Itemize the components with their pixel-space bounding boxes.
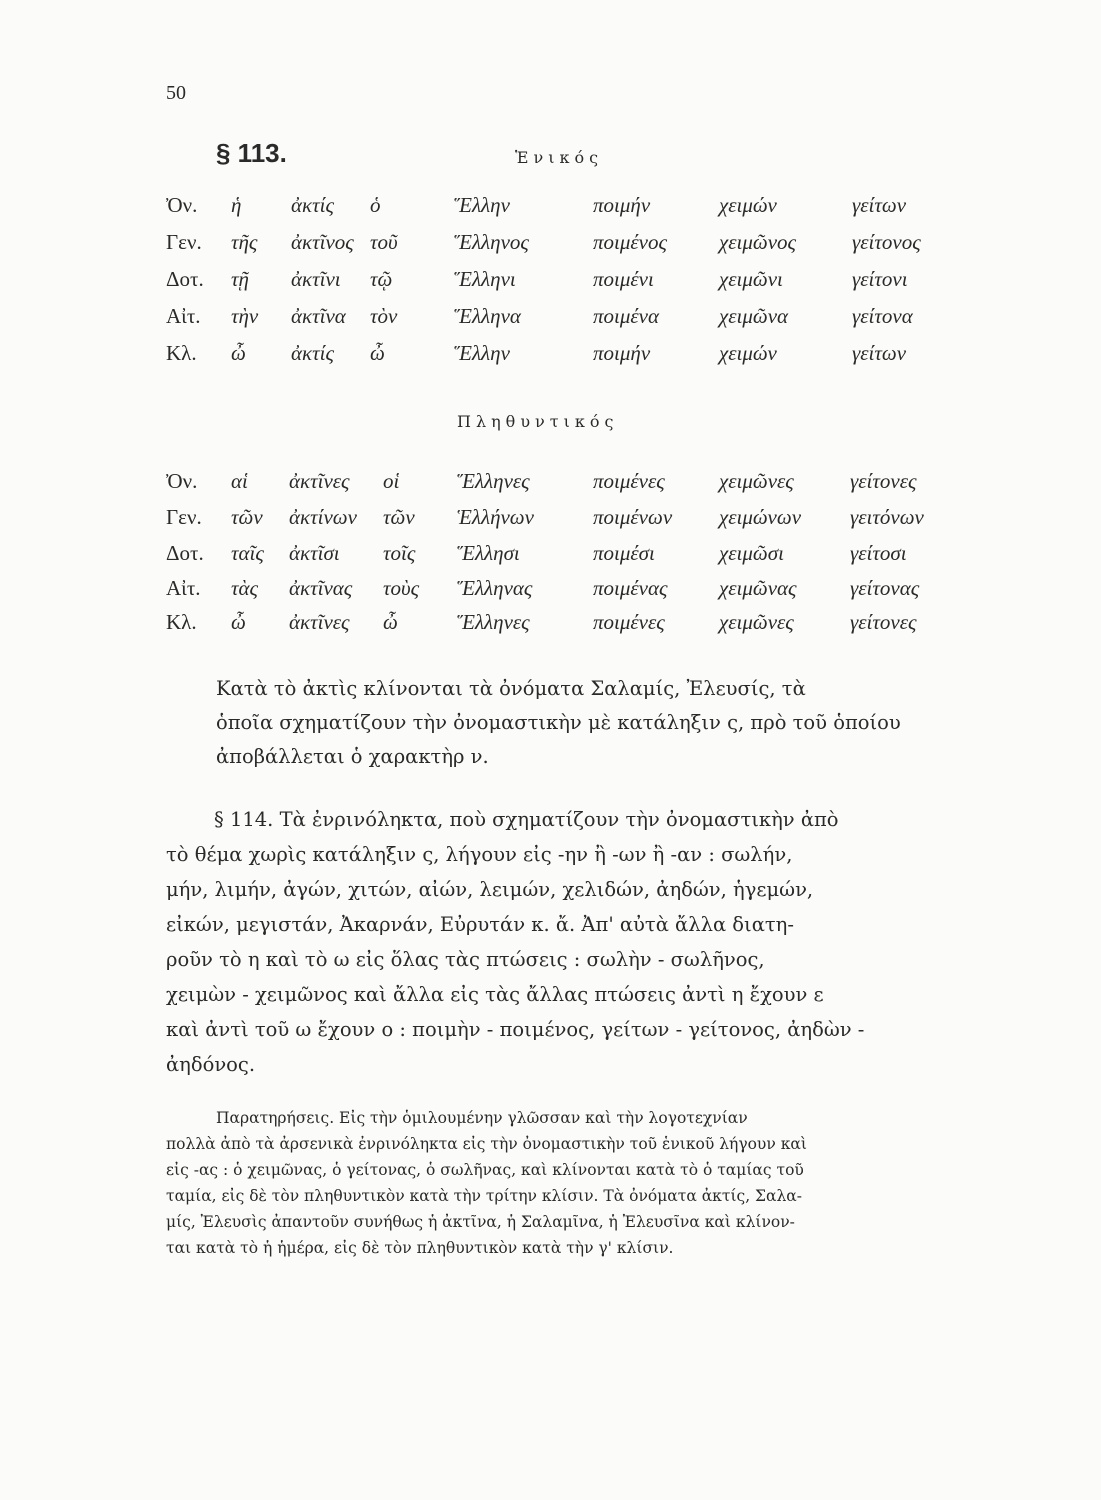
table-cell: χειμῶσι xyxy=(719,541,784,565)
table-cell: ὦ xyxy=(231,341,246,365)
table-cell: τοὺς xyxy=(383,576,420,600)
paragraph-line: ἀηδόνος. xyxy=(166,1053,256,1076)
paragraph-line: τὸ θέμα χωρὶς κατάληξιν ς, λήγουν εἰς -ην ἢ -ων ἢ -αν : σωλήν, xyxy=(166,843,793,866)
table-cell: ἡ xyxy=(231,193,242,217)
table-cell: ποιμένων xyxy=(593,505,673,529)
paragraph-line: ὁποῖα σχηματίζουν τὴν ὀνομαστικὴν μὲ κατάληξιν ς, πρὸ τοῦ ὁποίου xyxy=(216,711,901,734)
table-cell: ποιμένες xyxy=(593,610,665,634)
table-cell: ποιμήν xyxy=(593,193,651,217)
paragraph-line: μήν, λιμήν, ἀγών, χιτών, αἰών, λειμών, χελιδών, ἀηδών, ἡγεμών, xyxy=(166,878,814,901)
table-cell: ποιμένος xyxy=(593,230,668,254)
table-cell: Ἕλληνες xyxy=(457,610,530,634)
paragraph-line: εἰκών, μεγιστάν, Ἀκαρνάν, Εὐρυτάν κ. ἄ. Ἀπ' αὐτὰ ἄλλα διατη- xyxy=(166,913,794,936)
table-cell: ἀκτίς xyxy=(291,193,334,217)
case-label: Γεν. xyxy=(166,230,202,254)
table-cell: τοῦ xyxy=(370,230,398,254)
table-cell: ἀκτῖνος xyxy=(291,230,354,254)
table-cell: ποιμένες xyxy=(593,469,665,493)
paragraph-line: ἀποβάλλεται ὁ χαρακτὴρ ν. xyxy=(216,745,489,768)
paragraph-line: Κατὰ τὸ ἀκτὶς κλίνονται τὰ ὀνόματα Σαλαμίς, Ἐλευσίς, τὰ xyxy=(216,677,806,700)
case-label: Αἰτ. xyxy=(166,304,201,328)
table-cell: χειμῶνι xyxy=(719,267,783,291)
table-cell: οἱ xyxy=(383,469,400,493)
table-cell: γείτονα xyxy=(852,304,913,328)
note-line: μίς, Ἐλευσὶς ἀπαντοῦν συνήθως ἡ ἀκτῖνα, ἡ Σαλαμῖνα, ἡ Ἐλευσῖνα καὶ κλίνον- xyxy=(166,1213,795,1231)
table-cell: χειμών xyxy=(719,193,777,217)
table-cell: αἱ xyxy=(231,469,248,493)
plural-label: Πληθυντικός xyxy=(457,412,619,431)
case-label: Δοτ. xyxy=(166,267,204,291)
table-cell: γειτόνων xyxy=(850,505,924,529)
table-cell: ἀκτῖσι xyxy=(289,541,340,565)
case-label: Γεν. xyxy=(166,505,202,529)
paragraph-114 xyxy=(166,802,992,1082)
case-label: Ὀν. xyxy=(166,469,198,493)
table-cell: ποιμένας xyxy=(593,576,668,600)
paragraph-113 xyxy=(216,672,991,774)
table-cell: ποιμένα xyxy=(593,304,660,328)
table-cell: γείτονες xyxy=(850,610,917,634)
table-cell: τῇ xyxy=(231,267,249,291)
table-cell: ἀκτῖνι xyxy=(291,267,341,291)
table-cell: χειμών xyxy=(719,341,777,365)
table-cell: γείτονας xyxy=(850,576,920,600)
paragraph-line: ροῦν τὸ η καὶ τὸ ω εἰς ὅλας τὰς πτώσεις : σωλὴν - σωλῆνος, xyxy=(166,948,765,971)
page-number: 50 xyxy=(166,82,186,104)
paragraph-line: καὶ ἀντὶ τοῦ ω ἔχουν ο : ποιμὴν - ποιμένος, γείτων - γείτονος, ἀηδὼν - xyxy=(166,1018,865,1041)
table-cell: ὦ xyxy=(383,610,398,634)
table-cell: ποιμένι xyxy=(593,267,654,291)
table-cell: ἀκτῖνες xyxy=(289,610,350,634)
table-cell: τῶν xyxy=(383,505,415,529)
table-cell: ἀκτῖνες xyxy=(289,469,350,493)
table-cell: Ἕλληνι xyxy=(454,267,516,291)
case-label: Κλ. xyxy=(166,341,197,365)
case-label: Κλ. xyxy=(166,610,197,634)
table-cell: χειμῶνες xyxy=(719,469,794,493)
table-cell: ποιμέσι xyxy=(593,541,655,565)
table-cell: τῆς xyxy=(231,230,258,254)
remarks-note xyxy=(166,1105,990,1261)
table-cell: Ἕλλην xyxy=(454,193,510,217)
table-cell: τὴν xyxy=(231,304,259,328)
table-cell: ἀκτῖνας xyxy=(289,576,353,600)
table-cell: ἀκτῖνα xyxy=(291,304,346,328)
case-label: Αἰτ. xyxy=(166,576,201,600)
table-cell: γείτονος xyxy=(852,230,921,254)
note-line: Παρατηρήσεις. Εἰς τὴν ὁμιλουμένην γλῶσσαν καὶ τὴν λογοτεχνίαν xyxy=(216,1109,748,1127)
case-label: Ὀν. xyxy=(166,193,198,217)
table-cell: γείτονι xyxy=(852,267,908,291)
table-cell: Ἕλληνες xyxy=(457,469,530,493)
paragraph-line: § 114. Τὰ ἐνρινόληκτα, ποὺ σχηματίζουν τὴν ὀνομαστικὴν ἀπὸ xyxy=(214,808,839,831)
table-cell: τὰς xyxy=(231,576,259,600)
note-line: ται κατὰ τὸ ἡ ἡμέρα, εἰς δὲ τὸν πληθυντικὸν κατὰ τὴν γ' κλίσιν. xyxy=(166,1239,674,1257)
note-line: ταμία, εἰς δὲ τὸν πληθυντικὸν κατὰ τὴν τρίτην κλίσιν. Τὰ ὀνόματα ἀκτίς, Σαλα- xyxy=(166,1187,803,1205)
table-cell: ὦ xyxy=(370,341,385,365)
table-cell: χειμῶνας xyxy=(719,576,797,600)
table-cell: ποιμήν xyxy=(593,341,651,365)
table-cell: χειμῶνα xyxy=(719,304,789,328)
table-cell: τῶν xyxy=(231,505,263,529)
table-cell: Ἕλληνα xyxy=(454,304,521,328)
table-cell: χειμῶνες xyxy=(719,610,794,634)
table-cell: ὁ xyxy=(370,193,381,217)
table-cell: Ἑλλήνων xyxy=(457,505,534,529)
singular-label: Ἑνικός xyxy=(515,148,604,167)
table-cell: τοῖς xyxy=(383,541,416,565)
table-cell: γείτοσι xyxy=(850,541,907,565)
table-cell: ταῖς xyxy=(231,541,264,565)
table-cell: γείτων xyxy=(852,193,907,217)
table-cell: ἀκτίνων xyxy=(289,505,357,529)
table-cell: Ἕλλησι xyxy=(457,541,520,565)
table-cell: τῷ xyxy=(370,267,393,291)
table-cell: Ἕλλην xyxy=(454,341,510,365)
table-cell: χειμῶνος xyxy=(719,230,797,254)
table-cell: γείτων xyxy=(852,341,907,365)
note-line: εἰς -ας : ὁ χειμῶνας, ὁ γείτονας, ὁ σωλῆνας, καὶ κλίνονται κατὰ τὸ ὁ ταμίας τοῦ xyxy=(166,1161,804,1179)
paragraph-line: χειμὼν - χειμῶνος καὶ ἄλλα εἰς τὰς ἄλλας πτώσεις ἀντὶ η ἔχουν ε xyxy=(166,983,824,1006)
table-cell: Ἕλληνος xyxy=(454,230,529,254)
table-cell: ὦ xyxy=(231,610,246,634)
note-line: πολλὰ ἀπὸ τὰ ἀρσενικὰ ἐνρινόληκτα εἰς τὴν ὀνομαστικὴν τοῦ ἑνικοῦ λήγουν καὶ xyxy=(166,1135,807,1153)
table-cell: γείτονες xyxy=(850,469,917,493)
table-cell: Ἕλληνας xyxy=(457,576,533,600)
table-cell: τὸν xyxy=(370,304,398,328)
table-cell: ἀκτίς xyxy=(291,341,334,365)
table-cell: χειμώνων xyxy=(719,505,802,529)
case-label: Δοτ. xyxy=(166,541,204,565)
section-113-heading: § 113. xyxy=(216,138,287,168)
